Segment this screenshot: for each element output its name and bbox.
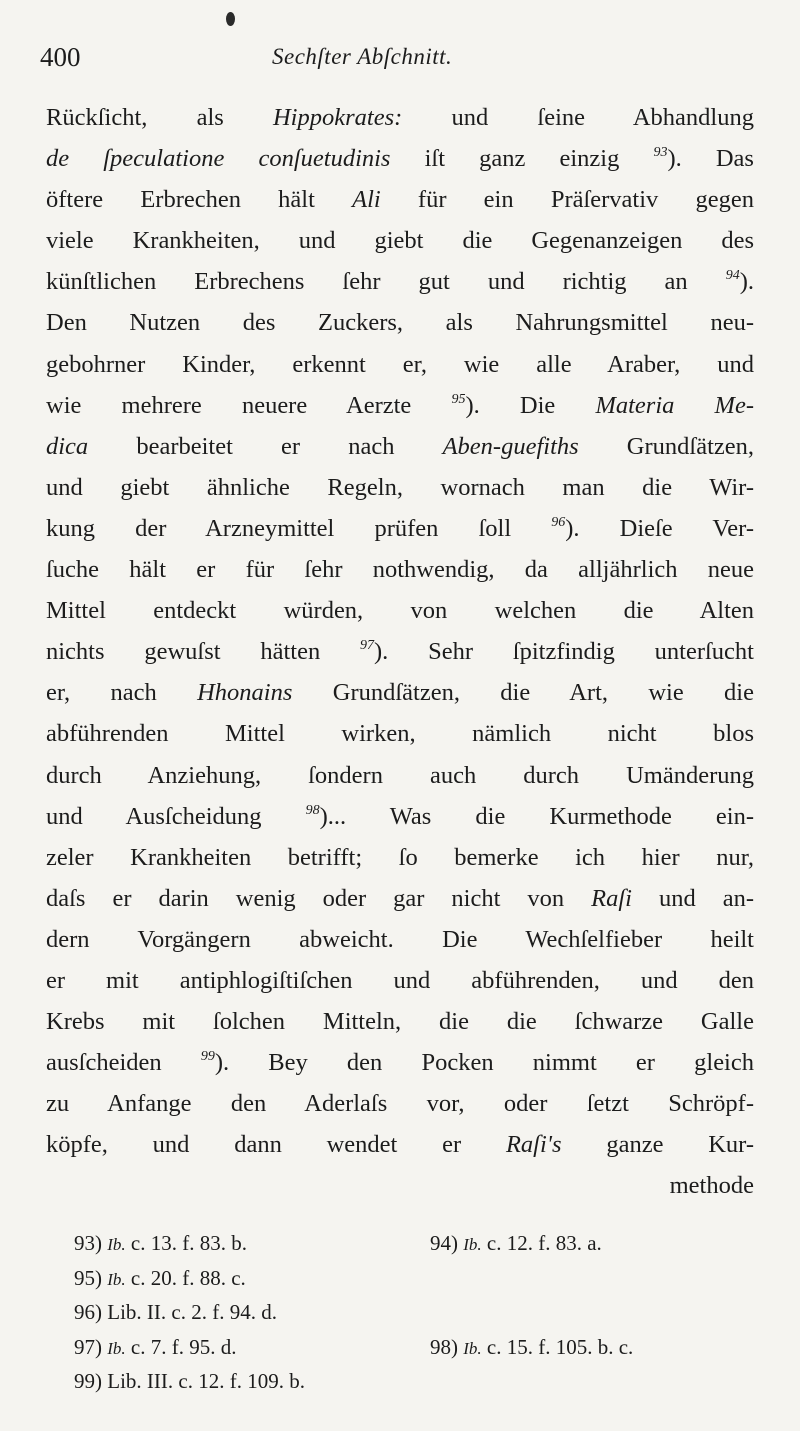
text-run: nichts gewuſst hätten: [46, 638, 360, 666]
text-run: Rückſicht, als: [46, 104, 273, 131]
text-line: [46, 179, 754, 220]
text-line: [46, 878, 754, 919]
footnote-reference: 98: [305, 802, 320, 818]
text-run: und giebt ähnliche Regeln, wornach man die Wir-: [46, 473, 754, 501]
italic-text: Aben-guefiths: [442, 432, 579, 460]
italic-text: Ali: [352, 186, 381, 214]
page-number: 400: [40, 42, 81, 72]
text-run: kung der Arzneymittel prüfen ſoll: [46, 514, 552, 542]
text-line: [46, 1124, 754, 1165]
text-run: gebohrner Kinder, erkennt er, wie alle Araber, und: [46, 350, 754, 378]
text-run: und an-: [631, 884, 754, 912]
text-line: [46, 1165, 754, 1206]
footnote: [430, 1226, 602, 1263]
text-line: [46, 755, 754, 796]
footnote-row: [74, 1226, 764, 1261]
footnote: [74, 1261, 246, 1298]
italic-text: dica: [46, 432, 89, 460]
footnote-row: [74, 1261, 764, 1296]
text-run: und ſeine Abhandlung: [402, 104, 754, 131]
text-run: c. 20. f. 88. c.: [125, 1265, 246, 1290]
footnote-row: [74, 1364, 764, 1399]
text-run: iſt ganz einzig: [390, 145, 654, 173]
text-run: und Ausſcheidung: [46, 802, 306, 830]
text-run: ). Das: [667, 145, 754, 173]
text-line: [46, 631, 754, 672]
italic-text: Materia Me-: [595, 391, 754, 419]
text-run: ſuche hält er für ſehr nothwendig, da alljährlich neue: [46, 556, 754, 584]
footnote: [74, 1364, 305, 1399]
text-run: dern Vorgängern abweicht. Die Wechſelfieber heilt: [46, 925, 754, 953]
text-run: c. 15. f. 105. b. c.: [481, 1334, 634, 1359]
text-line: [46, 1042, 754, 1083]
text-line: [46, 385, 754, 426]
text-run: durch Anziehung, ſondern auch durch Umänderung: [46, 761, 754, 789]
text-line: [46, 796, 754, 837]
ink-speck: [226, 12, 235, 26]
text-run: zu Anfange den Aderlaſs vor, oder ſetzt Schröpf-: [46, 1090, 754, 1118]
footnote: [74, 1295, 277, 1330]
text-run: c. 12. f. 83. a.: [481, 1231, 602, 1255]
text-run: 93): [74, 1231, 108, 1255]
italic-text: Ib.: [107, 1269, 126, 1289]
text-run: 98): [430, 1334, 464, 1359]
text-run: Mittel entdeckt würden, von welchen die Alten: [46, 597, 754, 625]
text-line: [46, 302, 754, 343]
text-line: [46, 220, 754, 261]
text-line: [46, 426, 754, 467]
text-line: [46, 1001, 754, 1042]
footnote-reference: 96: [551, 514, 566, 530]
text-run: )... Was die Kurmethode ein-: [319, 802, 754, 830]
footnote: [430, 1330, 633, 1367]
text-line: [46, 713, 754, 754]
italic-text: de ſpeculatione conſuetudinis: [46, 145, 391, 173]
text-run: methode: [669, 1172, 754, 1200]
text-run: ). Bey den Pocken nimmt er gleich: [214, 1049, 754, 1077]
text-run: er, nach: [46, 679, 198, 707]
footnote-reference: 95: [451, 391, 466, 407]
text-line: [46, 97, 754, 138]
text-run: zeler Krankheiten betrifft; ſo bemerke ich hier nur,: [46, 843, 754, 871]
italic-text: Ib.: [463, 1235, 482, 1254]
text-run: viele Krankheiten, und giebt die Gegenanzeigen des: [46, 227, 754, 255]
text-run: Krebs mit ſolchen Mitteln, die die ſchwarze Galle: [46, 1008, 754, 1036]
footnote-reference: 93: [653, 145, 668, 161]
text-run: ausſcheiden: [46, 1049, 201, 1077]
text-run: ).: [739, 268, 754, 296]
italic-text: Hippokrates:: [272, 104, 403, 131]
text-line: [46, 919, 754, 960]
text-line: [46, 590, 754, 631]
text-line: [46, 960, 754, 1001]
text-line: [46, 261, 754, 302]
italic-text: Raſi: [591, 884, 632, 912]
italic-text: Hhonains: [197, 679, 293, 707]
text-run: ). Sehr ſpitzfindig unterſucht: [374, 638, 754, 666]
italic-text: Ib.: [107, 1235, 126, 1254]
text-run: 95): [74, 1265, 108, 1290]
text-run: öftere Erbrechen hält: [46, 186, 353, 214]
text-line: [46, 672, 754, 713]
text-run: daſs er darin wenig oder gar nicht von: [46, 884, 592, 912]
text-run: Grundſätzen,: [578, 432, 755, 460]
text-run: für ein Präſervativ gegen: [380, 186, 754, 214]
italic-text: Ib.: [107, 1338, 126, 1358]
text-run: 96) Lib. II. c. 2. f. 94. d.: [74, 1300, 277, 1324]
text-run: 97): [74, 1334, 108, 1359]
text-run: künſtlichen Erbrechens ſehr gut und richtig an: [46, 268, 726, 296]
text-run: köpfe, und dann wendet er: [46, 1131, 506, 1159]
running-head: Sechſter Abſchnitt.: [272, 44, 453, 69]
footnote-reference: 94: [725, 268, 740, 284]
text-run: Den Nutzen des Zuckers, als Nahrungsmittel neu-: [46, 309, 754, 337]
footnote-row: [74, 1330, 764, 1365]
text-run: bearbeitet er nach: [88, 432, 443, 460]
footnote: [74, 1226, 247, 1263]
italic-text: Ib.: [463, 1338, 482, 1358]
text-run: wie mehrere neuere Aerzte: [46, 391, 452, 419]
text-line: [46, 1083, 754, 1124]
text-run: 94): [430, 1231, 464, 1255]
footnotes: [74, 1226, 764, 1399]
text-run: abführenden Mittel wirken, nämlich nicht blos: [46, 720, 754, 748]
footnote-reference: 97: [360, 638, 374, 654]
text-line: [46, 344, 754, 385]
page-header: [40, 42, 760, 82]
text-run: 99) Lib. III. c. 12. f. 109. b.: [74, 1369, 305, 1393]
text-run: ). Die: [465, 391, 596, 419]
text-line: [46, 837, 754, 878]
text-run: c. 13. f. 83. b.: [125, 1231, 247, 1255]
text-line: [46, 508, 754, 549]
text-run: Grundſätzen, die Art, wie die: [292, 679, 754, 707]
text-line: [46, 549, 754, 590]
italic-text: Raſi's: [505, 1131, 562, 1159]
text-run: ). Dieſe Ver-: [565, 514, 754, 542]
footnote-row: [74, 1295, 764, 1330]
text-run: ganze Kur-: [561, 1131, 754, 1159]
text-line: [46, 467, 754, 508]
text-line: [46, 138, 754, 179]
body-text: [46, 97, 754, 1207]
text-run: er mit antiphlogiſtiſchen und abführenden, und den: [46, 966, 754, 994]
text-run: c. 7. f. 95. d.: [125, 1334, 237, 1359]
footnote-reference: 99: [200, 1049, 215, 1065]
footnote: [74, 1330, 237, 1367]
